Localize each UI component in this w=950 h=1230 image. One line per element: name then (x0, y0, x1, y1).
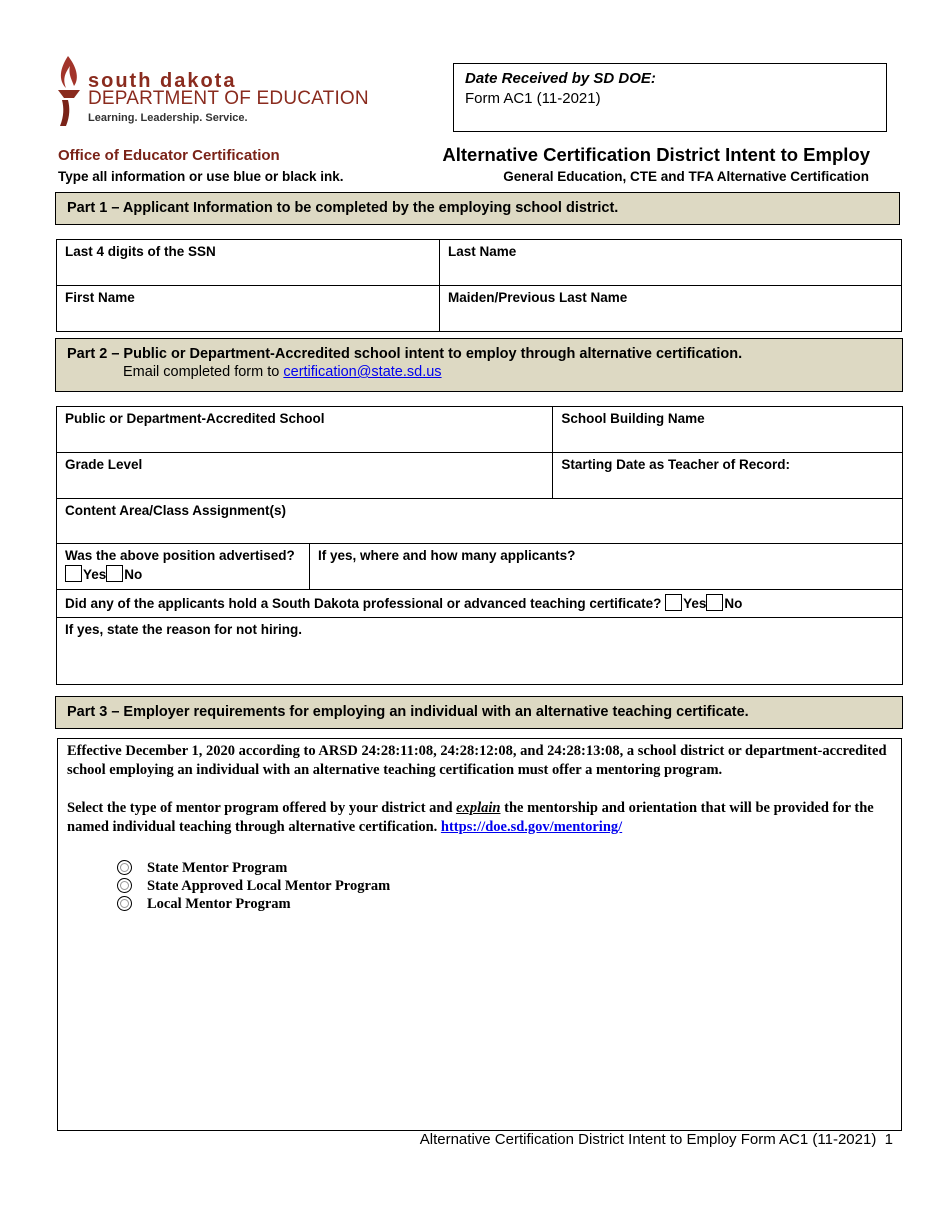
where-how-many-label: If yes, where and how many applicants? (318, 548, 576, 563)
start-date-field[interactable] (553, 453, 903, 499)
maiden-name-label: Maiden/Previous Last Name (448, 290, 628, 305)
reason-label: If yes, state the reason for not hiring. (65, 622, 303, 637)
last-name-label: Last Name (448, 244, 517, 259)
grade-level-label: Grade Level (65, 457, 143, 472)
sd-cert-no-checkbox[interactable] (706, 594, 723, 611)
form-title: Alternative Certification District Intent to Employ (442, 144, 870, 165)
school-label: Public or Department-Accredited School (65, 411, 325, 426)
option-label: Local Mentor Program (147, 896, 291, 912)
start-date-label: Starting Date as Teacher of Record: (561, 457, 790, 472)
first-name-field[interactable] (57, 286, 440, 332)
building-label: School Building Name (561, 411, 705, 426)
option-label: State Approved Local Mentor Program (147, 878, 391, 894)
form-subtitle: General Education, CTE and TFA Alternative Certification (503, 169, 869, 184)
email-instruction (67, 364, 902, 380)
sd-cert-yes-checkbox[interactable] (665, 594, 682, 611)
radio-button[interactable] (117, 860, 132, 875)
torch-icon (54, 54, 84, 130)
maiden-name-field[interactable] (440, 286, 902, 332)
ssn-field[interactable] (57, 240, 440, 286)
logo-department-name: DEPARTMENT OF EDUCATION (88, 88, 369, 109)
office-name: Office of Educator Certification (58, 147, 280, 164)
option-state-approved-local[interactable] (117, 877, 892, 895)
logo-state-name: south dakota (88, 70, 237, 92)
mentor-select-instruction (67, 799, 892, 837)
part3-heading: Part 3 – Employer requirements for employing an individual with an alternative teaching certificate. (55, 696, 903, 729)
content-area-label: Content Area/Class Assignment(s) (65, 503, 287, 518)
email-prefix: Email completed form to (123, 364, 284, 380)
advertised-cell (57, 544, 310, 590)
building-field[interactable] (553, 407, 903, 453)
advertised-yes-label: Yes (83, 567, 107, 582)
option-label: State Mentor Program (147, 860, 288, 876)
mentor-program-options (67, 859, 892, 913)
sd-cert-yes-label: Yes (683, 596, 707, 611)
advertised-label: Was the above position advertised? (65, 548, 295, 563)
date-received-box (453, 63, 887, 132)
mentoring-requirement-text: Effective December 1, 2020 according to ARSD 24:28:11:08, 24:28:12:08, and 24:28:13:08, a school district or department-accredited school employing an individual with an alternative teaching certification must offer a mentoring program. (67, 743, 887, 778)
page-footer (420, 1131, 893, 1148)
form-id: Form AC1 (11-2021) (465, 90, 601, 107)
sd-cert-question-label: Did any of the applicants hold a South Dakota professional or advanced teaching certificate? (65, 596, 662, 611)
part1-heading: Part 1 – Applicant Information to be completed by the employing school district. (55, 192, 900, 225)
content-area-field[interactable] (57, 499, 903, 544)
instruction-emphasis: explain (456, 800, 501, 816)
part2-heading-block (55, 338, 903, 392)
radio-button[interactable] (117, 878, 132, 893)
school-field[interactable] (57, 407, 553, 453)
ink-instruction: Type all information or use blue or black ink. (58, 169, 344, 184)
instruction-part-a: Select the type of mentor program offered by your district and (67, 800, 457, 816)
option-state-mentor[interactable] (117, 859, 892, 877)
advertised-no-label: No (124, 567, 143, 582)
ssn-label: Last 4 digits of the SSN (65, 244, 216, 259)
advertised-no-checkbox[interactable] (106, 565, 123, 582)
date-received-label: Date Received by SD DOE: (465, 70, 656, 87)
instruction-part-b: the mentorship and orientation that will be provided for the named individual teaching through alternative certification. (67, 800, 874, 835)
reason-field[interactable] (57, 618, 903, 685)
part1-table (56, 239, 902, 332)
option-local-mentor[interactable] (117, 895, 892, 913)
sd-cert-no-label: No (724, 596, 743, 611)
part2-table (56, 406, 903, 685)
first-name-label: First Name (65, 290, 135, 305)
sd-cert-question-cell (57, 590, 903, 618)
last-name-field[interactable] (440, 240, 902, 286)
certification-email-link[interactable]: certification@state.sd.us (283, 364, 442, 380)
part2-heading: Part 2 – Public or Department-Accredited school intent to employ through alternative certification. (67, 346, 743, 362)
footer-text: Alternative Certification District Intent to Employ Form AC1 (11-2021) (419, 1131, 877, 1148)
grade-level-field[interactable] (57, 453, 553, 499)
page-number: 1 (884, 1131, 893, 1148)
radio-button[interactable] (117, 896, 132, 911)
where-how-many-field[interactable] (310, 544, 903, 590)
mentoring-link[interactable]: https://doe.sd.gov/mentoring/ (440, 819, 623, 835)
logo-tagline: Learning. Leadership. Service. (88, 112, 248, 124)
part3-box[interactable] (57, 738, 902, 1131)
advertised-yes-checkbox[interactable] (65, 565, 82, 582)
logo (54, 54, 84, 130)
